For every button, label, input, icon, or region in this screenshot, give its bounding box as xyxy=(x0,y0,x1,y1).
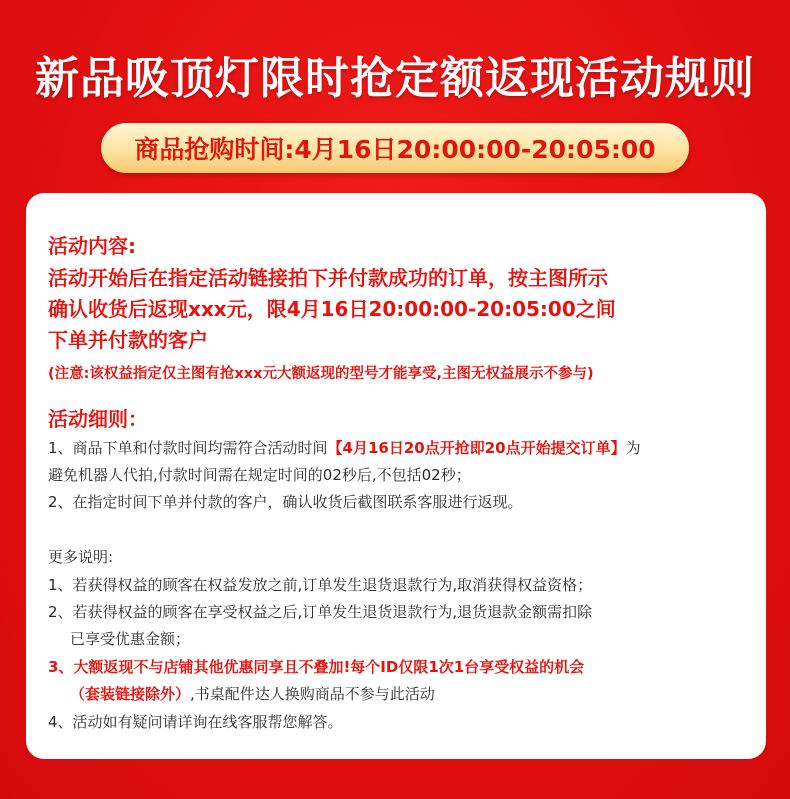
more-item-3: 3、大额返现不与店铺其他优惠同享且不叠加!每个ID仅限1次1台享受权益的机会 xyxy=(48,658,585,676)
details-heading: 活动细则： xyxy=(48,407,148,431)
page-title: 新品吸顶灯限时抢定额返现活动规则 xyxy=(35,53,755,104)
details-item-1-highlight: 【4月16日20点开抢即20点开始提交订单】 xyxy=(327,439,626,457)
content-heading: 活动内容: xyxy=(48,234,136,258)
content-note: (注意:该权益指定仅主图有抢xxx元大额返现的型号才能享受,主图无权益展示不参与) xyxy=(48,366,594,382)
more-item-1: 1、若获得权益的顾客在权益发放之前,订单发生退货退款行为,取消获得权益资格； xyxy=(48,576,593,594)
more-item-2-cont: 已享受优惠金额； xyxy=(70,630,191,648)
details-item-1-prefix: 1、商品下单和付款时间均需符合活动时间 xyxy=(48,439,328,457)
content-line-3: 下单并付款的客户 xyxy=(48,328,208,352)
details-item-1 xyxy=(48,437,641,458)
more-item-4: 4、活动如有疑问请详询在线客服帮您解答。 xyxy=(48,713,343,731)
more-item-2: 2、若获得权益的顾客在享受权益之后,订单发生退货退款行为,退货退款金额需扣除 xyxy=(48,603,593,621)
content-line-2: 确认收货后返现xxx元，限4月16日20:00:00-20:05:00之间 xyxy=(48,297,616,321)
details-item-2: 2、在指定时间下单并付款的客户，确认收货后截图联系客服进行返现。 xyxy=(48,493,523,511)
details-item-1-suffix: 为 xyxy=(625,439,641,457)
content-line-1: 活动开始后在指定活动链接拍下并付款成功的订单，按主图所示 xyxy=(48,266,608,290)
more-item-3-cont xyxy=(70,683,435,704)
more-item-3-tail: ,书桌配件达人换购商品不参与此活动 xyxy=(190,685,435,703)
rules-card xyxy=(26,193,766,759)
details-item-1-cont: 避免机器人代拍,付款时间需在规定时间的02秒后,不包括02秒； xyxy=(48,466,471,484)
sale-time-text: 商品抢购时间:4月16日20:00:00-20:05:00 xyxy=(134,135,656,164)
more-heading: 更多说明: xyxy=(48,548,114,566)
sale-time-banner xyxy=(101,123,689,173)
more-item-3-exception: （套装链接除外） xyxy=(70,685,191,703)
